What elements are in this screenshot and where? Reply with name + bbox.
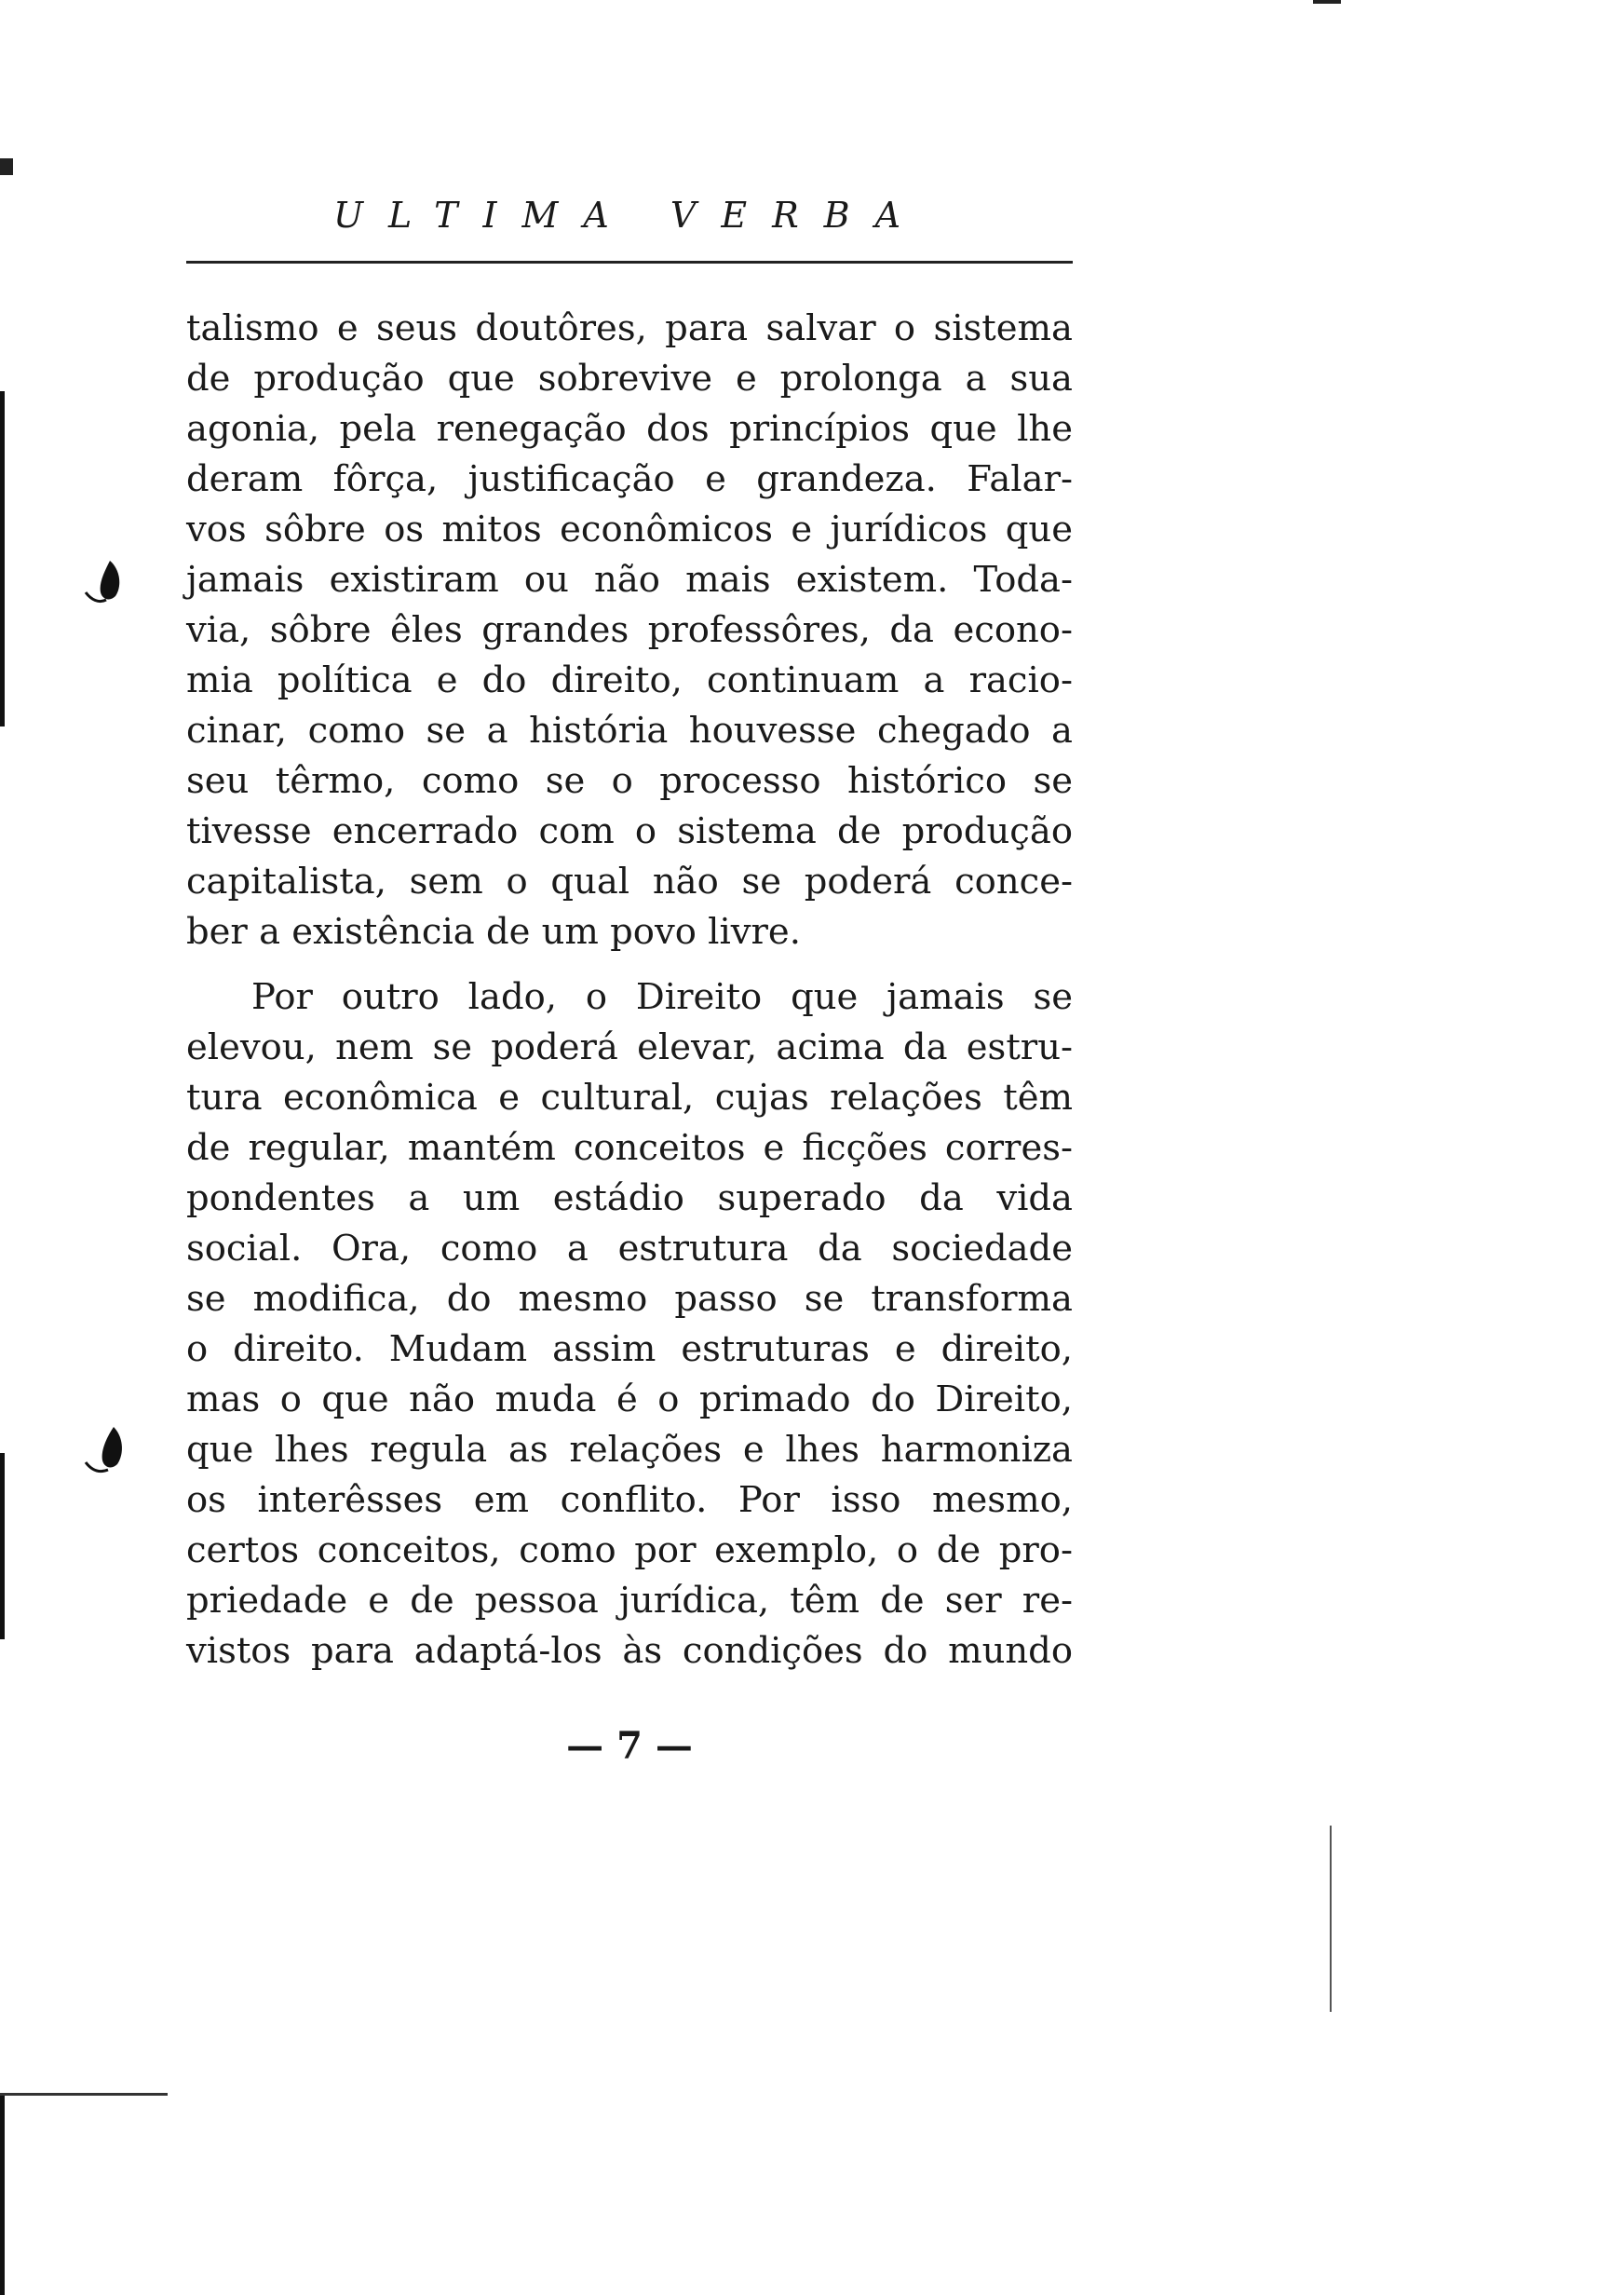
text-line: seu têrmo, como se o processo histórico se [186, 760, 1073, 802]
ink-blot-icon [82, 1425, 138, 1477]
text-line: ber a existência de um povo livre. [186, 911, 801, 953]
page-number: — 7 — [566, 1724, 693, 1768]
text-line: mas o que não muda é o primado do Direito, [186, 1378, 1073, 1420]
text-line: de produção que sobrevive e prolonga a sua [186, 358, 1073, 400]
text-line: Por outro lado, o Direito que jamais se [251, 976, 1073, 1018]
ink-blot-icon [82, 559, 138, 605]
text-line: cinar, como se a história houvesse chegado a [186, 710, 1073, 752]
scan-edge-tick [0, 158, 13, 175]
text-line: tivesse encerrado com o sistema de produção [186, 810, 1073, 852]
text-line: talismo e seus doutôres, para salvar o sistema [186, 307, 1073, 349]
text-line: jamais existiram ou não mais existem. Toda- [186, 559, 1073, 601]
text-line: capitalista, sem o qual não se poderá conce- [186, 861, 1073, 903]
text-line: que lhes regula as relações e lhes harmoniza [186, 1429, 1073, 1471]
text-line: elevou, nem se poderá elevar, acima da estru- [186, 1026, 1073, 1068]
text-line: de regular, mantém conceitos e ficções corres- [186, 1127, 1073, 1169]
text-line: pondentes a um estádio superado da vida [186, 1177, 1073, 1219]
paragraph [186, 304, 1073, 957]
text-line: mia política e do direito, continuam a racio- [186, 659, 1073, 701]
running-title: ULTIMA VERBA [332, 195, 927, 236]
text-line: tura econômica e cultural, cujas relações têm [186, 1077, 1073, 1119]
text-line: priedade e de pessoa jurídica, têm de ser re- [186, 1580, 1073, 1622]
text-line: deram fôrça, justificação e grandeza. Falar- [186, 458, 1073, 500]
text-line: se modifica, do mesmo passo se transforma [186, 1278, 1073, 1320]
scan-edge-line [1330, 1826, 1332, 2012]
text-line: o direito. Mudam assim estruturas e direito, [186, 1328, 1073, 1370]
text-line: agonia, pela renegação dos princípios que lhe [186, 408, 1073, 450]
text-line: certos conceitos, como por exemplo, o de pro- [186, 1529, 1073, 1571]
binding-edge-mark [0, 2096, 5, 2295]
text-line: via, sôbre êles grandes professôres, da econo- [186, 609, 1073, 651]
scan-edge-tick [1313, 0, 1341, 4]
header-rule [186, 261, 1073, 264]
text-line: os interêsses em conflito. Por isso mesmo, [186, 1479, 1073, 1521]
body-text [186, 304, 1073, 1677]
binding-edge-mark [0, 1453, 5, 1639]
paragraph [186, 972, 1073, 1677]
text-line: vos sôbre os mitos econômicos e jurídicos que [186, 509, 1073, 550]
text-line: social. Ora, como a estrutura da sociedade [186, 1228, 1073, 1270]
text-line: vistos para adaptá-los às condições do mundo [186, 1630, 1073, 1672]
binding-edge-mark [0, 391, 5, 727]
scan-edge-line [0, 2093, 168, 2096]
